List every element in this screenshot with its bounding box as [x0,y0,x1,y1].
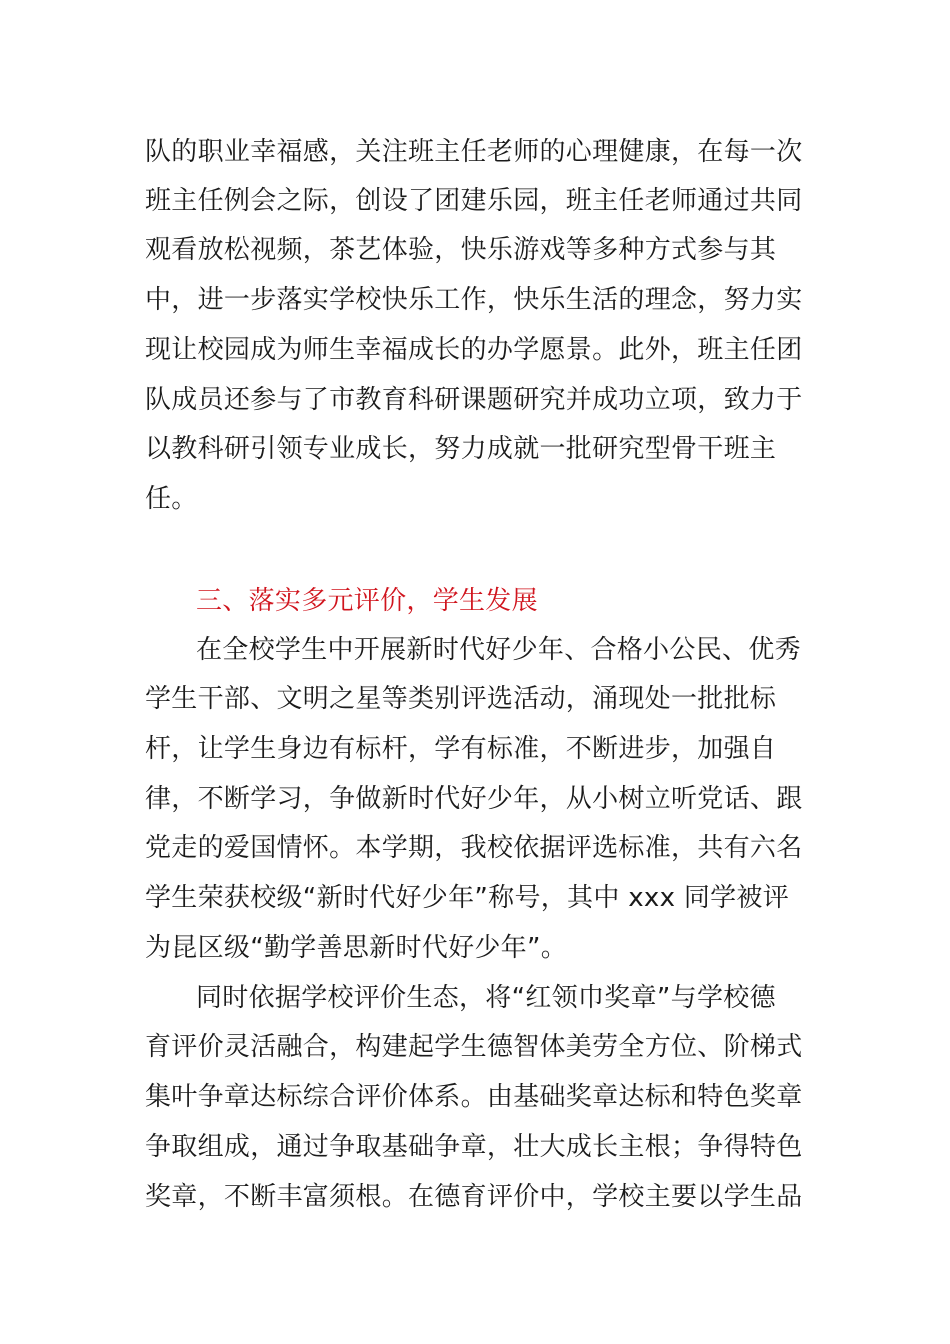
paragraph-1-line-4: 中，进一步落实学校快乐工作，快乐生活的理念，努力实 [145,285,803,315]
section-heading: 三、落实多元评价，学生发展 [196,586,538,616]
paragraph-3-line-5: 奖章，不断丰富须根。在德育评价中，学校主要以学生品 [145,1182,803,1212]
paragraph-3-line-1: 同时依据学校评价生态，将“红领巾奖章”与学校德 [196,983,776,1013]
paragraph-3-line-3: 集叶争章达标综合评价体系。由基础奖章达标和特色奖章 [145,1082,803,1112]
paragraph-1-line-2: 班主任例会之际，创设了团建乐园，班主任老师通过共同 [145,186,803,216]
paragraph-2-line-6: 学生荣获校级“新时代好少年”称号，其中 xxx 同学被评 [145,883,790,913]
paragraph-2-line-7: 为昆区级“勤学善思新时代好少年”。 [145,933,568,963]
paragraph-2-line-1: 在全校学生中开展新时代好少年、合格小公民、优秀 [196,635,801,665]
paragraph-3-line-2: 育评价灵活融合，构建起学生德智体美劳全方位、阶梯式 [145,1032,803,1062]
paragraph-1-line-7: 以教科研引领专业成长，努力成就一批研究型骨干班主 [145,434,777,464]
paragraph-1-line-8: 任。 [145,484,198,514]
paragraph-3-line-4: 争取组成，通过争取基础争章，壮大成长主根；争得特色 [145,1132,803,1162]
paragraph-1-line-3: 观看放松视频，茶艺体验，快乐游戏等多种方式参与其 [145,235,777,265]
paragraph-1-line-5: 现让校园成为师生幸福成长的办学愿景。此外，班主任团 [145,335,803,365]
paragraph-1-line-1: 队的职业幸福感，关注班主任老师的心理健康，在每一次 [145,137,803,167]
paragraph-1-line-6: 队成员还参与了市教育科研课题研究并成功立项，致力于 [145,385,803,415]
paragraph-2-line-5: 党走的爱国情怀。本学期，我校依据评选标准，共有六名 [145,833,803,863]
paragraph-2-line-3: 杆，让学生身边有标杆，学有标准，不断进步，加强自 [145,734,777,764]
paragraph-2-line-4: 律，不断学习，争做新时代好少年，从小树立听党话、跟 [145,784,803,814]
paragraph-2-line-2: 学生干部、文明之星等类别评选活动，涌现处一批批标 [145,684,777,714]
